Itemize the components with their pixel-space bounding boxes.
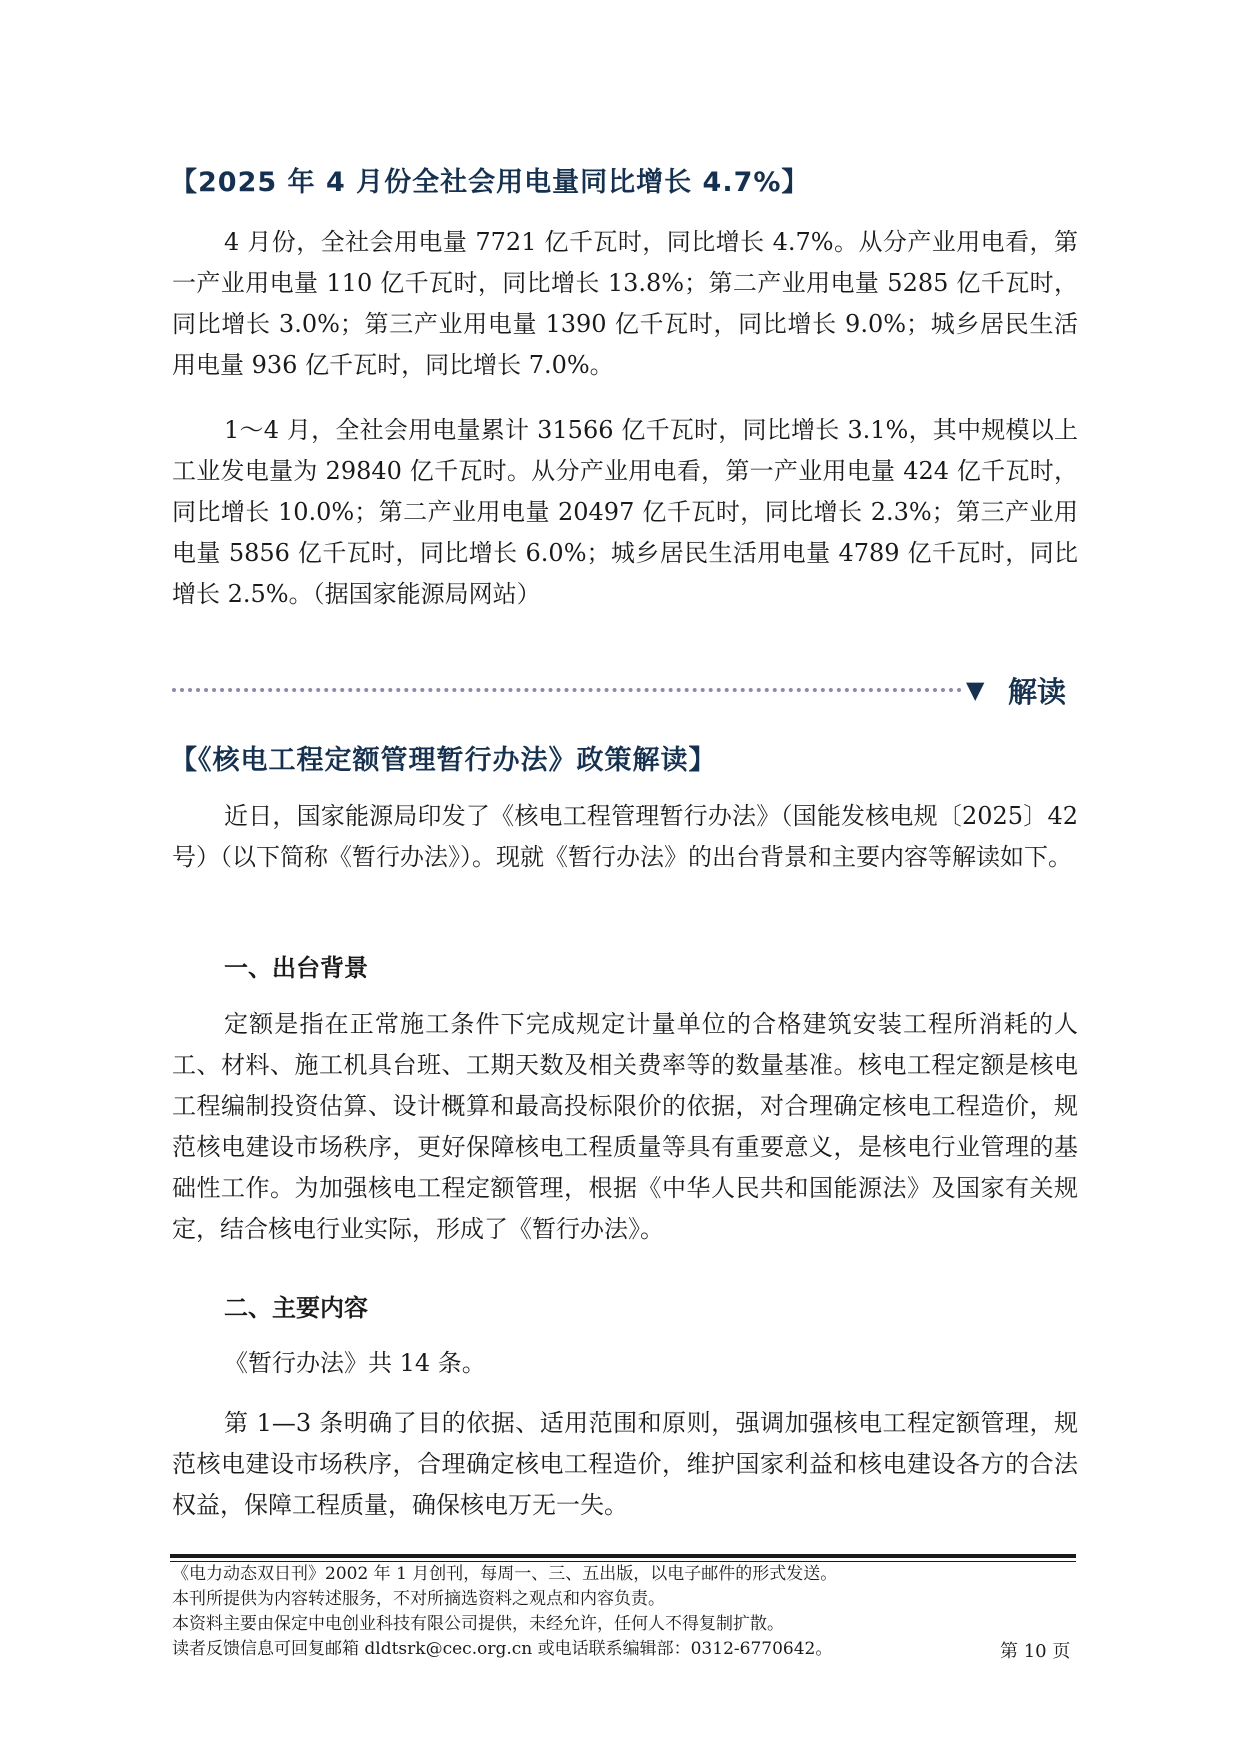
triangle-down-icon: ▼: [966, 676, 985, 704]
article2-intro: 近日，国家能源局印发了《核电工程管理暂行办法》（国能发核电规〔2025〕42 号）（以下简称《暂行办法》）。现就《暂行办法》的出台背景和主要内容等解读如下。: [172, 802, 1078, 871]
section-background-text: 定额是指在正常施工条件下完成规定计量单位的合格建筑安装工程所消耗的人工、材料、施工机具台班、工期天数及相关费率等的数量基准。核电工程定额是核电工程编制投资估算、设计概算和最高投标限价的依据，对合理确定核电工程造价，规范核电建设市场秩序，更好保障核电工程质量等具有重要意义，是核电行业管理的基础性工作。为加强核电工程定额管理，根据《中华人民共和国能源法》及国家有关规定，结合核电行业实际，形成了《暂行办法》。: [172, 1010, 1078, 1243]
footer: [172, 1562, 1078, 1662]
page-number: 第 10 页: [1000, 1641, 1071, 1662]
footer-line-contact: 读者反馈信息可回复邮箱 dldtsrk@cec.org.cn 或电话联系编辑部：0312-6770642。: [172, 1639, 833, 1659]
article1-paragraph-2: 1～4 月，全社会用电量累计 31566 亿千瓦时，同比增长 3.1%，其中规模以上工业发电量为 29840 亿千瓦时。从分产业用电看，第一产业用电量 424 亿千瓦时，同比增长 10.0%；第二产业用电量 20497 亿千瓦时，同比增长 2.3%；第三产业用电量 5856 亿千瓦时，同比增长 6.0%；城乡居民生活用电量 4789 亿千瓦时，同比增长 2.5%。（据国家能源局网站）: [172, 416, 1078, 608]
article-title-electricity: 【2025 年 4 月份全社会用电量同比增长 4.7%】: [170, 167, 810, 198]
dotted-separator: [172, 688, 962, 692]
section-content-paragraph-2: 第 1—3 条明确了目的依据、适用范围和原则，强调加强核电工程定额管理，规范核电建设市场秩序，合理确定核电工程造价，维护国家利益和核电建设各方的合法权益，保障工程质量，确保核电万无一失。: [172, 1409, 1078, 1519]
footer-line-copyright: 本资料主要由保定中电创业科技有限公司提供，未经允许，任何人不得复制扩散。: [172, 1614, 784, 1634]
footer-line-publication: 《电力动态双日刊》2002 年 1 月创刊，每周一、三、五出版，以电子邮件的形式发送。: [172, 1564, 838, 1584]
footer-rule: [170, 1554, 1076, 1558]
article-title-policy: 【《核电工程定额管理暂行办法》政策解读】: [170, 745, 717, 776]
section-label-interpretation: 解读: [1008, 675, 1067, 709]
section-content-paragraph-1: 《暂行办法》共 14 条。: [224, 1349, 486, 1377]
footer-line-disclaimer: 本刊所提供为内容转述服务，不对所摘选资料之观点和内容负责。: [172, 1589, 665, 1609]
section-heading-background: 一、出台背景: [224, 954, 368, 982]
article1-paragraph-1: 4 月份，全社会用电量 7721 亿千瓦时，同比增长 4.7%。从分产业用电看，第一产业用电量 110 亿千瓦时，同比增长 13.8%；第二产业用电量 5285 亿千瓦时，同比增长 3.0%；第三产业用电量 1390 亿千瓦时，同比增长 9.0%；城乡居民生活用电量 936 亿千瓦时，同比增长 7.0%。: [172, 228, 1078, 379]
section-heading-content: 二、主要内容: [224, 1294, 368, 1322]
